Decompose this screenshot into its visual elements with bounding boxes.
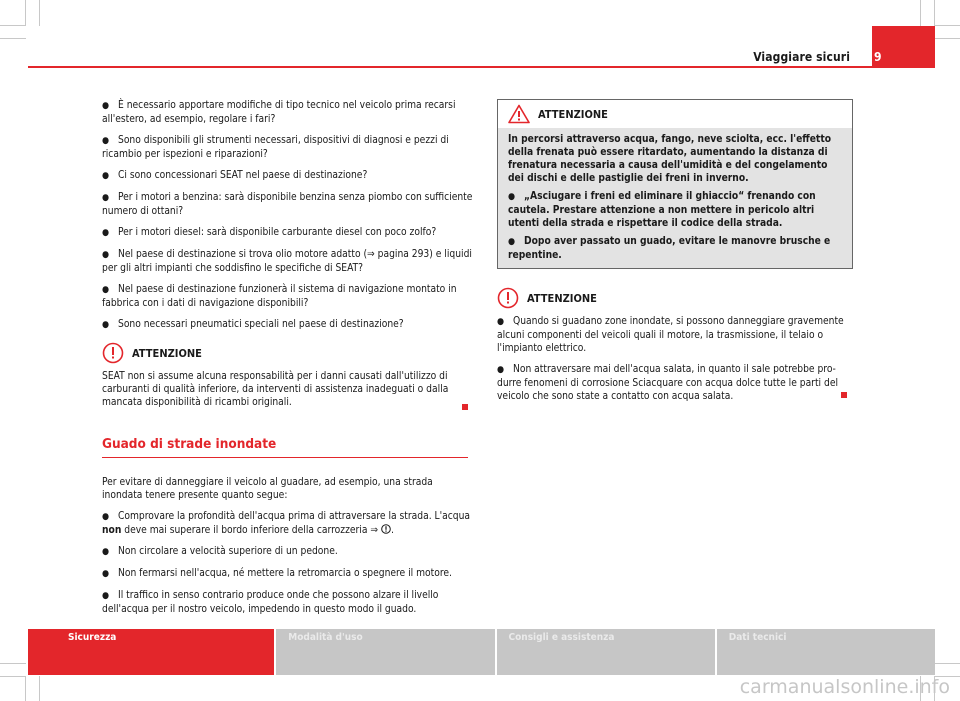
- list-item: ● „Asciugare i freni ed eliminare il ghiaccio“ frenando con cautela. Prestare attenzione a non mettere in pericolo altri utenti della strada e rispettare il codice della strada.: [508, 191, 816, 229]
- list-item: ● Non fermarsi nell'acqua, né mettere la retromarcia o spegnere il motore.: [102, 568, 452, 579]
- bullet-icon: ●: [102, 320, 110, 330]
- list-item: ● Per i motori diesel: sarà disponibile carburante diesel con poco zolfo?: [102, 227, 437, 238]
- warning-ref-icon: [381, 524, 391, 534]
- crop-mark: [0, 676, 26, 677]
- list-item: ● Quando si guadano zone inondate, si possono danneggiare gravemente alcuni componenti del veicoli quali il motore, la trasmissione, il telaio o l'impianto elettrico.: [497, 316, 844, 354]
- bullet-icon: ●: [102, 250, 110, 260]
- bullet-icon: ●: [497, 365, 505, 375]
- list-item: ● È necessario apportare modifiche di tipo tecnico nel veicolo prima recarsi all'estero, ad esempio, regolare i fari?: [102, 100, 456, 125]
- crop-mark: [0, 38, 26, 39]
- warning-icon: [497, 287, 519, 309]
- list-item: ● Nel paese di destinazione funzionerà il sistema di navigazione montato in fabbrica con i dati di navigazione disponibili?: [102, 284, 457, 309]
- running-header: Viaggiare sicuri: [753, 50, 850, 64]
- header-rule: [28, 66, 935, 68]
- crop-mark: [0, 663, 26, 664]
- left-column: [102, 99, 474, 624]
- list-item: ● Sono disponibili gli strumenti necessari, dispositivi di diagnosi e pezzi di ricambio per ispezioni e riparazioni?: [102, 135, 449, 160]
- chapter-tab-bar: [28, 629, 935, 675]
- bullet-icon: ●: [102, 228, 110, 238]
- warning-title: ATTENZIONE: [527, 291, 597, 305]
- page-number: 9: [874, 50, 882, 64]
- warning-triangle-icon: [508, 104, 530, 124]
- bullet-icon: ●: [102, 285, 110, 295]
- crop-mark: [934, 0, 935, 26]
- list-item: ● Non attraversare mai dell'acqua salata, in quanto il sale potrebbe produrre fenomeni di corrosione Sciacquare con acqua dolce tutte le parti del veicolo che sono state a contatto con acqua salata.: [497, 364, 839, 402]
- list-item: ● Dopo aver passato un guado, evitare le manovre brusche e repentine.: [508, 236, 831, 261]
- warning-header: [102, 342, 474, 364]
- bullet-icon: ●: [102, 512, 110, 522]
- section-intro: Per evitare di danneggiare il veicolo al guadare, ad esempio, una strada inondata tenere presente quanto segue:: [102, 477, 433, 501]
- bullet-icon: ●: [508, 192, 516, 202]
- tab-dati-tecnici[interactable]: Dati tecnici: [717, 629, 935, 675]
- crop-mark: [39, 0, 40, 26]
- section-title: Guado di strade inondate: [102, 438, 468, 458]
- bullet-icon: ●: [102, 547, 110, 557]
- bullet-icon: ●: [102, 591, 110, 601]
- bullet-icon: ●: [102, 136, 110, 146]
- list-item: ● Comprovare la profondità dell'acqua prima di attraversare la strada. L'acqua non deve mai superare il bordo inferiore della carrozzeria ⇒ .: [102, 511, 471, 536]
- list-item: ● Ci sono concessionari SEAT nel paese di destinazione?: [102, 170, 368, 181]
- tab-sicurezza[interactable]: Sicurezza: [28, 629, 274, 675]
- watermark: carmanualsonline.info: [739, 676, 950, 698]
- crop-mark: [934, 663, 960, 664]
- tab-modalita-duso[interactable]: Modalità d'uso: [276, 629, 494, 675]
- list-item: ● Nel paese di destinazione si trova olio motore adatto (⇒ pagina 293) e liquidi per gli altri impianti che soddisfino le specifiche di SEAT?: [102, 249, 472, 274]
- warning-box-text: In percorsi attraverso acqua, fango, neve sciolta, ecc. l'effetto della frenata può essere ritardato, aumentando la distanza di frenatura necessaria a causa dell'umidità e del congelamento dei dischi e delle pastiglie dei freni in inverno.: [508, 134, 831, 184]
- list-item: ● Non circolare a velocità superiore di un pedone.: [102, 546, 338, 557]
- warning-text: SEAT non si assume alcuna responsabilità per i danni causati dall'utilizzo di carburanti di qualità inferiore, da interventi di assistenza inadeguati o dalla mancata disponibilità di ricambi originali.: [102, 371, 449, 408]
- crop-mark: [934, 38, 960, 39]
- warning-header: [497, 287, 853, 309]
- crop-mark: [0, 25, 26, 26]
- warning-title: ATTENZIONE: [132, 346, 202, 360]
- warning-box: [497, 99, 853, 269]
- bullet-icon: ●: [102, 101, 110, 111]
- warning-box-header: [498, 100, 852, 128]
- warning-icon: [102, 342, 124, 364]
- tab-consigli-e-assistenza[interactable]: Consigli e assistenza: [497, 629, 715, 675]
- bullet-icon: ●: [497, 317, 505, 327]
- crop-mark: [934, 25, 960, 26]
- bullet-icon: ●: [508, 237, 516, 247]
- warning-box-body: [498, 128, 852, 268]
- warning-box-title: ATTENZIONE: [538, 107, 608, 121]
- crop-mark: [25, 676, 26, 701]
- end-of-section-mark: [462, 404, 468, 410]
- list-item: ● Il traffico in senso contrario produce onde che possono alzare il livello dell'acqua per il nostro veicolo, impedendo in questo modo il guado.: [102, 590, 439, 615]
- list-item: ● Sono necessari pneumatici speciali nel paese di destinazione?: [102, 319, 404, 330]
- list-item: ● Per i motori a benzina: sarà disponibile benzina senza piombo con sufficiente numero di ottani?: [102, 192, 473, 217]
- bullet-icon: ●: [102, 569, 110, 579]
- right-column: [497, 99, 853, 402]
- crop-mark: [39, 676, 40, 701]
- bullet-icon: ●: [102, 193, 110, 203]
- crop-mark: [920, 0, 921, 26]
- crop-mark: [25, 0, 26, 26]
- bullet-icon: ●: [102, 171, 110, 181]
